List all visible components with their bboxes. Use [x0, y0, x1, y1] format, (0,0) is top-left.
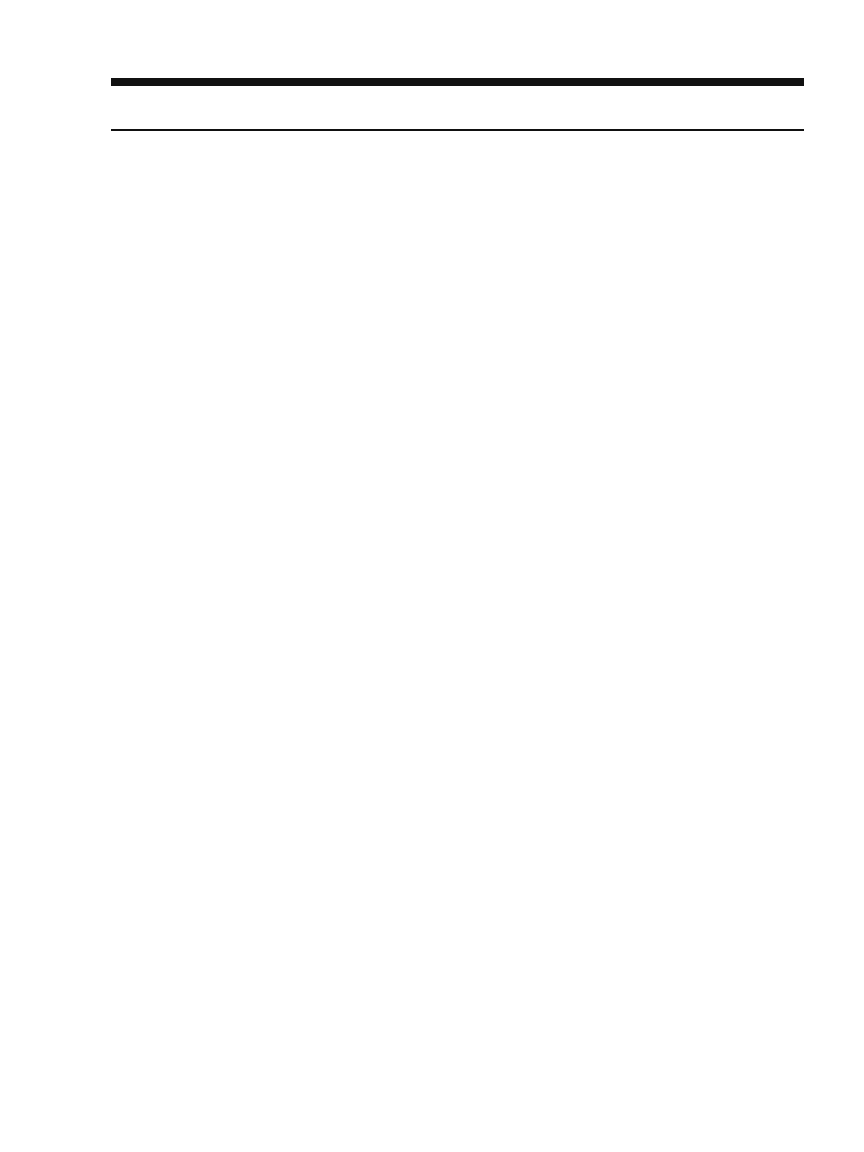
title-rule-bottom — [111, 129, 804, 131]
title-rule-top — [111, 78, 804, 86]
